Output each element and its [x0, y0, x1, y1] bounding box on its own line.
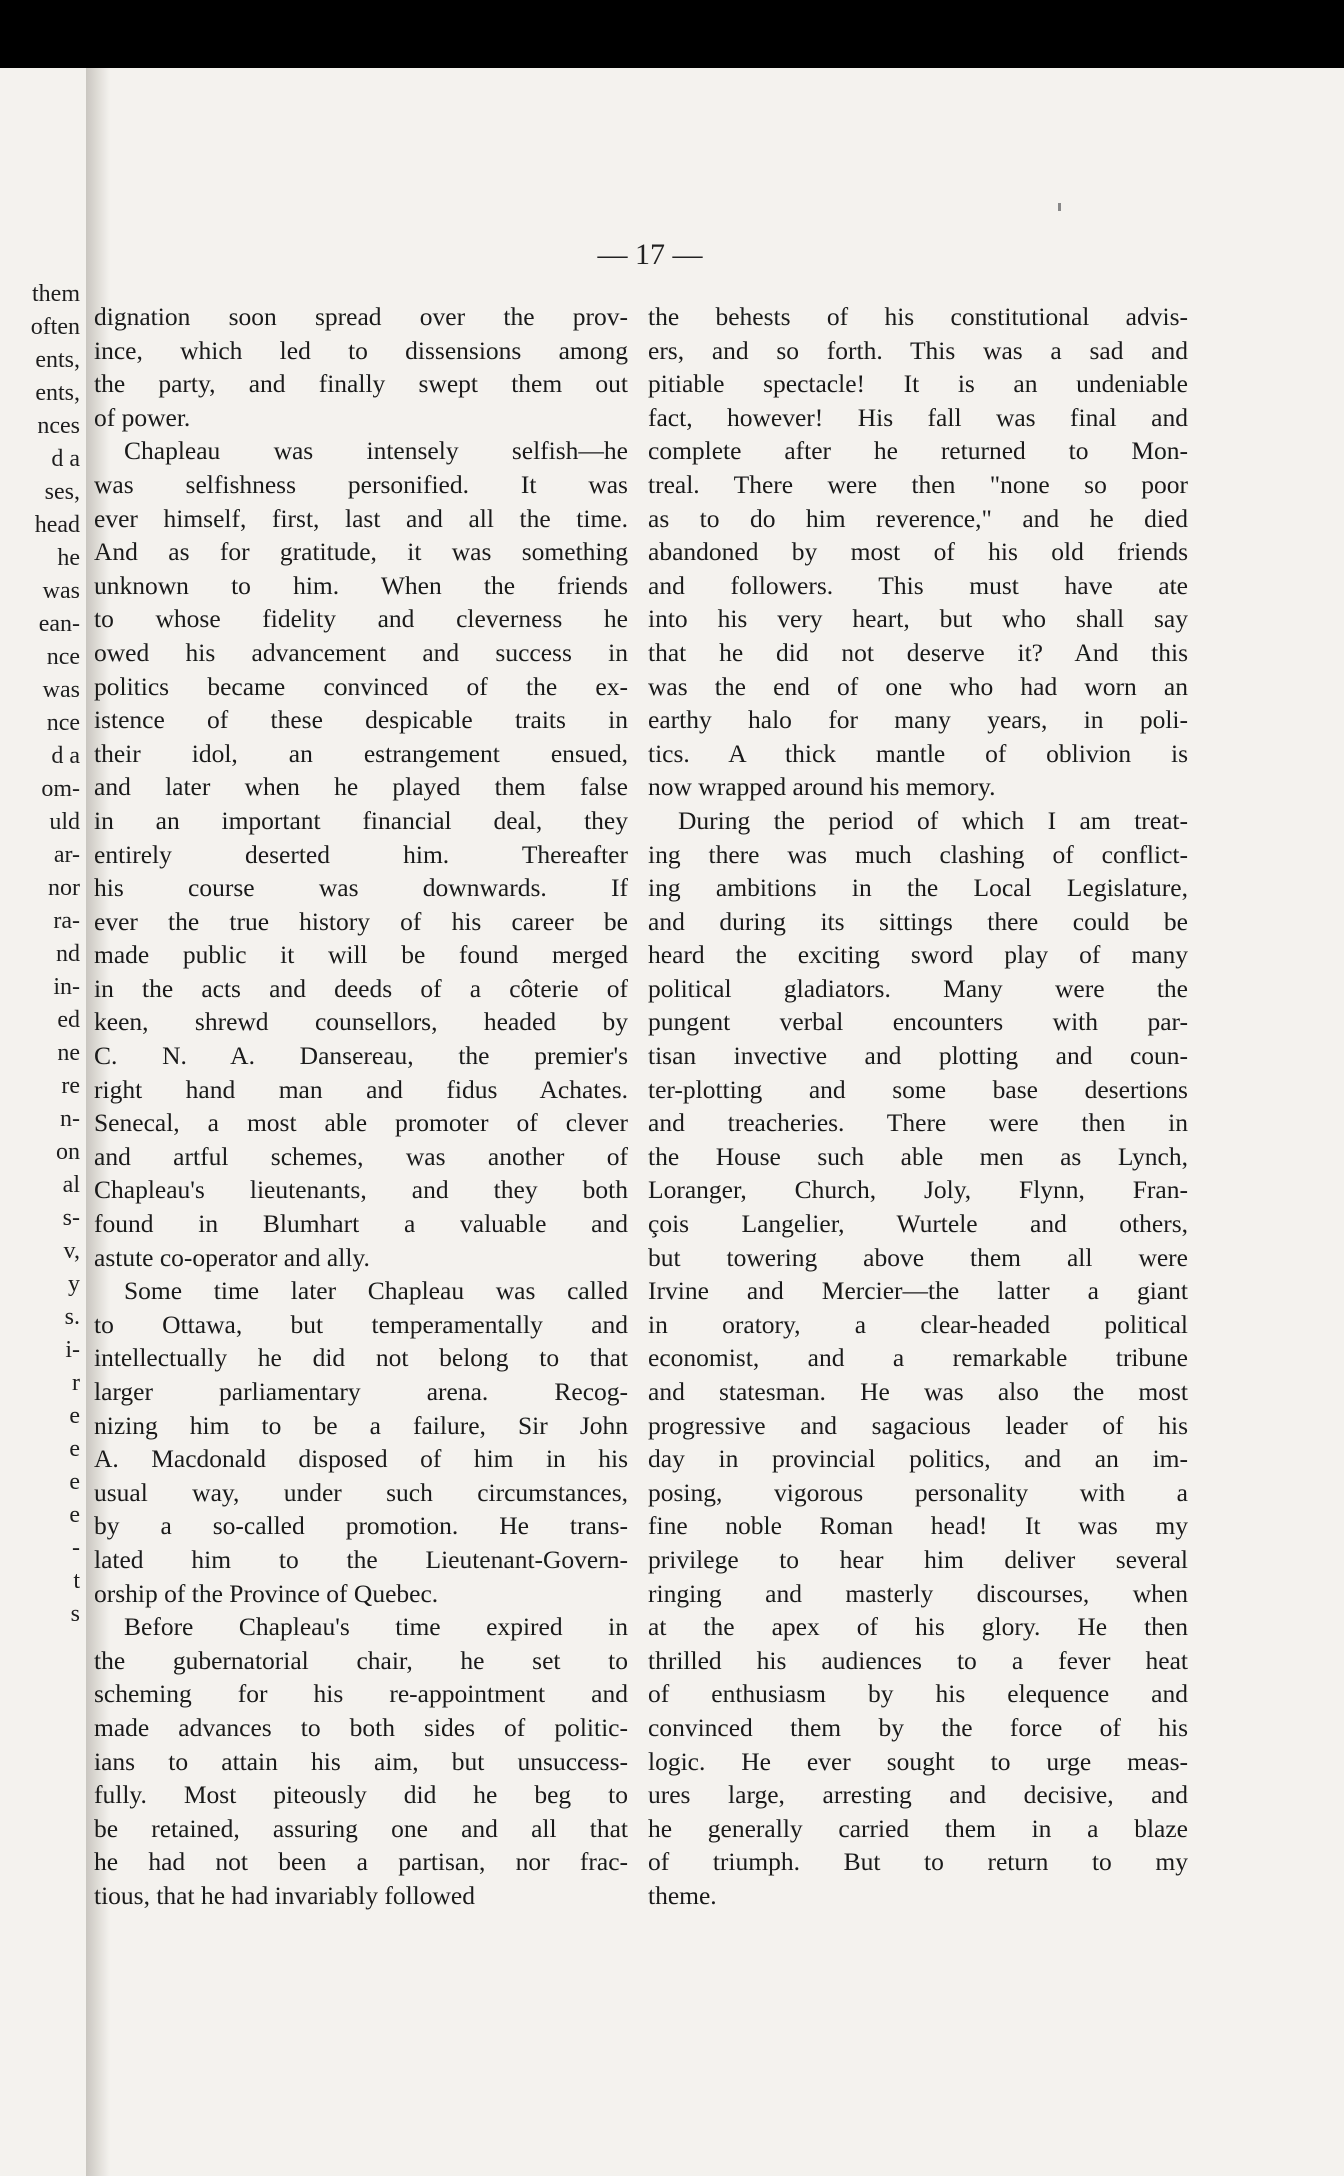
- prev-page-fragment: nce: [46, 644, 80, 670]
- text-line: treal. There were then "none so poor: [648, 469, 1188, 499]
- text-line: made advances to both sides of politic-: [94, 1712, 628, 1742]
- text-line: ing there was much clashing of conflict-: [648, 839, 1188, 869]
- prev-page-fragment: ents,: [35, 347, 80, 373]
- text-line: and artful schemes, was another of: [94, 1141, 628, 1171]
- prev-page-fragment: ra-: [53, 908, 80, 934]
- text-line: of triumph. But to return to my: [648, 1847, 1188, 1877]
- text-line: A. Macdonald disposed of him in his: [94, 1444, 628, 1474]
- prev-page-fragment: e: [69, 1502, 80, 1528]
- text-line: unknown to him. When the friends: [94, 570, 628, 600]
- text-line: lated him to the Lieutenant-Govern-: [94, 1544, 628, 1574]
- text-line: astute co-operator and ally.: [94, 1242, 370, 1272]
- text-line: of enthusiasm by his elequence and: [648, 1679, 1188, 1709]
- text-line: ringing and masterly discourses, when: [648, 1578, 1188, 1608]
- prev-page-fragment: ean-: [38, 611, 80, 637]
- text-line: larger parliamentary arena. Recog-: [94, 1377, 628, 1406]
- text-line: now wrapped around his memory.: [648, 772, 996, 802]
- text-line: istence of these despicable traits in: [94, 705, 628, 735]
- text-line: to whose fidelity and cleverness he: [94, 604, 628, 634]
- text-line: Irvine and Mercier—the latter a giant: [648, 1276, 1188, 1306]
- text-line: convinced them by the force of his: [648, 1712, 1188, 1742]
- text-line: C. N. A. Dansereau, the premier's: [94, 1041, 628, 1071]
- prev-page-fragment: nces: [37, 413, 80, 439]
- text-line: tisan invective and plotting and coun-: [648, 1041, 1188, 1071]
- prev-page-fragment: s: [70, 1601, 80, 1627]
- text-line: intellectually he did not belong to that: [94, 1343, 628, 1373]
- text-line: privilege to hear him deliver several: [648, 1544, 1188, 1574]
- text-line: their idol, an estrangement ensued,: [94, 738, 628, 768]
- text-line: of power.: [94, 402, 191, 432]
- text-line: And as for gratitude, it was something: [94, 537, 628, 567]
- text-line: usual way, under such circumstances,: [94, 1477, 628, 1507]
- prev-page-fragment: nor: [48, 875, 80, 901]
- text-line: politics became convinced of the ex-: [94, 671, 628, 701]
- text-line: Loranger, Church, Joly, Flynn, Fran-: [648, 1175, 1188, 1205]
- text-line: and later when he played them false: [94, 772, 628, 802]
- prev-page-fragment: uld: [49, 809, 80, 835]
- text-line: theme.: [648, 1880, 717, 1910]
- paragraph: [648, 804, 1188, 1913]
- text-line: heard the exciting sword play of many: [648, 940, 1188, 970]
- text-line: progressive and sagacious leader of his: [648, 1410, 1188, 1440]
- text-line: ince, which led to dissensions among: [94, 335, 628, 365]
- text-line: ers, and so forth. This was a sad and: [648, 335, 1188, 365]
- prev-page-fragment: d a: [51, 446, 80, 472]
- text-line: in the acts and deeds of a côterie of: [94, 973, 628, 1003]
- paragraph: [648, 300, 1188, 804]
- prev-page-fragment: s-: [62, 1205, 80, 1231]
- text-line: made public it will be found merged: [94, 940, 628, 970]
- prev-page-fragment: ses,: [44, 479, 80, 505]
- book-page: [0, 68, 1344, 2176]
- prev-page-fragment: al: [62, 1172, 80, 1198]
- prev-page-fragment: nd: [56, 941, 80, 967]
- prev-page-fragment: ne: [57, 1040, 80, 1066]
- text-line: fine noble Roman head! It was my: [648, 1511, 1188, 1541]
- text-line: as to do him reverence," and he died: [648, 503, 1188, 533]
- text-line: posing, vigorous personality with a: [648, 1477, 1188, 1507]
- text-line: in oratory, a clear-headed political: [648, 1309, 1188, 1339]
- text-line: be retained, assuring one and all that: [94, 1813, 628, 1843]
- paragraph: [94, 1274, 628, 1610]
- text-line: the House such able men as Lynch,: [648, 1141, 1188, 1171]
- text-line: ter-plotting and some base desertions: [648, 1074, 1188, 1104]
- text-line: at the apex of his glory. He then: [648, 1612, 1188, 1642]
- prev-page-fragment: he: [57, 545, 80, 571]
- prev-page-fragment: d a: [51, 743, 80, 769]
- text-line: the gubernatorial chair, he set to: [94, 1645, 628, 1675]
- prev-page-fragment: in-: [53, 974, 80, 1000]
- text-line: thrilled his audiences to a fever heat: [648, 1645, 1188, 1675]
- text-line: complete after he returned to Mon-: [648, 436, 1188, 466]
- text-line: fully. Most piteously did he beg to: [94, 1780, 628, 1810]
- text-line: scheming for his re-appointment and: [94, 1679, 628, 1709]
- prev-page-fragment: e: [69, 1469, 80, 1495]
- text-line: to Ottawa, but temperamentally and: [94, 1309, 628, 1339]
- text-line: right hand man and fidus Achates.: [94, 1074, 628, 1104]
- prev-page-fragment: y: [68, 1271, 80, 1297]
- text-line: orship of the Province of Quebec.: [94, 1578, 439, 1608]
- text-line: During the period of which I am treat-: [678, 805, 1188, 835]
- text-line: found in Blumhart a valuable and: [94, 1209, 628, 1239]
- prev-page-fragment: was: [42, 677, 80, 703]
- prev-page-fragment: e: [69, 1436, 80, 1462]
- prev-page-fragment: om-: [41, 776, 80, 802]
- text-line: dignation soon spread over the prov-: [94, 302, 628, 331]
- prev-page-fragment: on: [56, 1139, 80, 1165]
- prev-page-fragment: s.: [64, 1304, 80, 1330]
- text-line: pungent verbal encounters with par-: [648, 1007, 1188, 1037]
- text-line: economist, and a remarkable tribune: [648, 1343, 1188, 1373]
- text-line: was selfishness personified. It was: [94, 469, 628, 499]
- text-line: Chapleau was intensely selfish—he: [124, 436, 628, 466]
- prev-page-fragment: r: [72, 1370, 80, 1396]
- text-line: tious, that he had invariably followed: [94, 1880, 475, 1910]
- prev-page-fragment: t: [73, 1568, 80, 1594]
- text-line: nizing him to be a failure, Sir John: [94, 1410, 628, 1440]
- paragraph: [94, 434, 628, 1274]
- text-line: that he did not deserve it? And this: [648, 637, 1188, 667]
- text-line: political gladiators. Many were the: [648, 973, 1188, 1003]
- prev-page-fragment: n-: [60, 1106, 80, 1132]
- text-line: ures large, arresting and decisive, and: [648, 1780, 1188, 1810]
- text-line: the behests of his constitutional advis-: [648, 302, 1188, 331]
- text-line: logic. He ever sought to urge meas-: [648, 1746, 1188, 1776]
- prev-page-fragment: ents,: [35, 380, 80, 406]
- text-line: he generally carried them in a blaze: [648, 1813, 1188, 1843]
- text-line: he had not been a partisan, nor frac-: [94, 1847, 628, 1877]
- text-line: fact, however! His fall was final and: [648, 402, 1188, 432]
- text-line: and statesman. He was also the most: [648, 1377, 1188, 1406]
- text-line: and during its sittings there could be: [648, 906, 1188, 936]
- text-line: and followers. This must have ate: [648, 570, 1188, 600]
- text-line: abandoned by most of his old friends: [648, 537, 1188, 567]
- prev-page-fragment: was: [42, 578, 80, 604]
- text-line: was the end of one who had worn an: [648, 671, 1188, 701]
- text-line: entirely deserted him. Thereafter: [94, 839, 628, 869]
- text-line: day in provincial politics, and an im-: [648, 1444, 1188, 1474]
- prev-page-fragment: ar-: [53, 842, 80, 868]
- text-line: in an important financial deal, they: [94, 805, 628, 835]
- text-line: Senecal, a most able promoter of clever: [94, 1108, 628, 1138]
- left-text-column: [94, 300, 628, 1913]
- text-line: owed his advancement and success in: [94, 637, 628, 667]
- prev-page-fragment: them: [32, 281, 80, 307]
- text-line: by a so-called promotion. He trans-: [94, 1511, 628, 1541]
- text-line: ever himself, first, last and all the time.: [94, 503, 628, 533]
- scan-speck: [1058, 203, 1061, 211]
- prev-page-fragment: i-: [65, 1337, 80, 1363]
- prev-page-fragment: e: [69, 1403, 80, 1429]
- paragraph: [94, 300, 628, 434]
- text-line: but towering above them all were: [648, 1242, 1188, 1272]
- text-line: earthy halo for many years, in poli-: [648, 705, 1188, 735]
- paragraph: [94, 1610, 628, 1912]
- right-text-column: [648, 300, 1188, 1913]
- text-line: Some time later Chapleau was called: [124, 1276, 628, 1306]
- prev-page-fragment: v,: [63, 1238, 80, 1264]
- text-line: Chapleau's lieutenants, and they both: [94, 1175, 628, 1205]
- text-line: ians to attain his aim, but unsuccess-: [94, 1746, 628, 1776]
- text-line: keen, shrewd counsellors, headed by: [94, 1007, 628, 1037]
- prev-page-fragment: head: [34, 512, 80, 538]
- previous-page-edge-text: [0, 278, 80, 1631]
- text-line: the party, and finally swept them out: [94, 369, 628, 399]
- text-line: tics. A thick mantle of oblivion is: [648, 738, 1188, 768]
- prev-page-fragment: ed: [57, 1007, 80, 1033]
- prev-page-fragment: nce: [46, 710, 80, 736]
- prev-page-fragment: re: [61, 1073, 80, 1099]
- prev-page-fragment: often: [30, 314, 80, 340]
- prev-page-fragment: -: [72, 1535, 80, 1561]
- page-number: — 17 —: [597, 238, 703, 271]
- text-line: his course was downwards. If: [94, 873, 628, 903]
- text-line: into his very heart, but who shall say: [648, 604, 1188, 634]
- text-line: ever the true history of his career be: [94, 906, 628, 936]
- text-line: Before Chapleau's time expired in: [124, 1612, 628, 1642]
- text-line: ing ambitions in the Local Legislature,: [648, 873, 1188, 903]
- text-line: and treacheries. There were then in: [648, 1108, 1188, 1138]
- text-line: pitiable spectacle! It is an undeniable: [648, 369, 1188, 399]
- text-line: çois Langelier, Wurtele and others,: [648, 1209, 1188, 1239]
